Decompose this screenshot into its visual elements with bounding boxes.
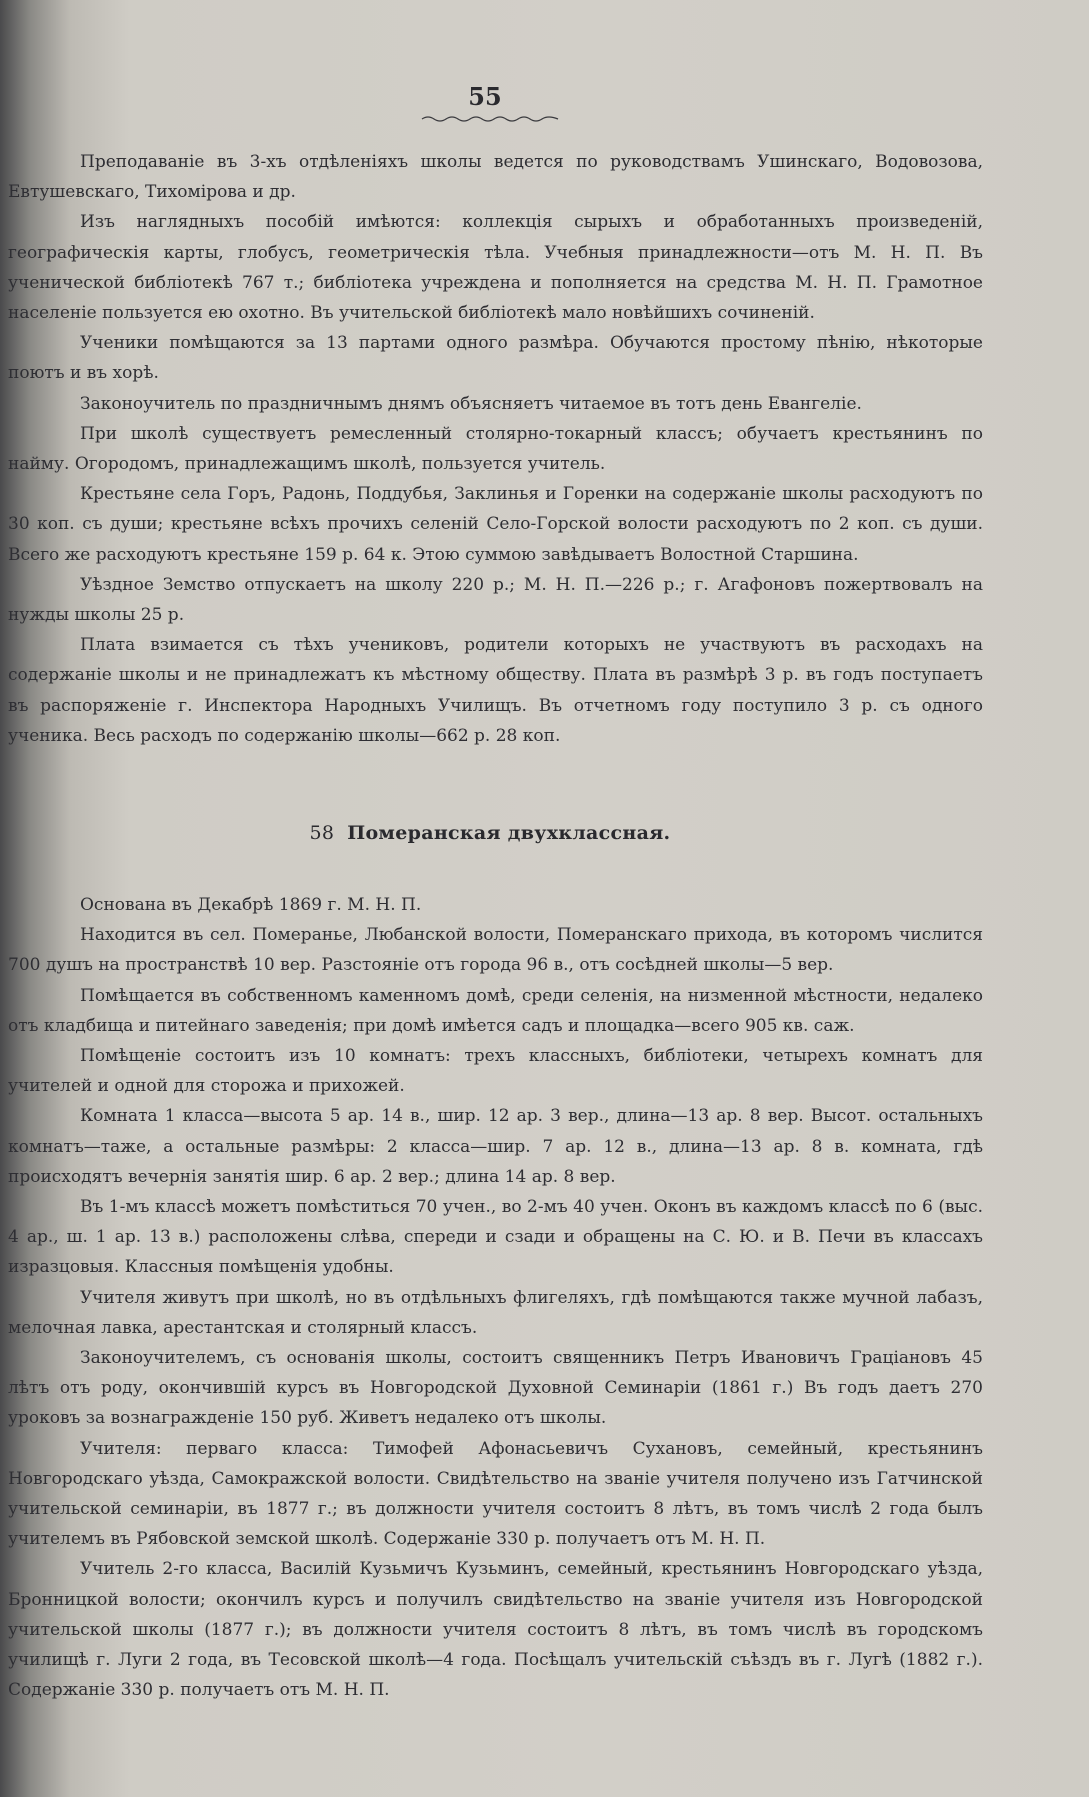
section-pomeranskaya-school [8, 890, 983, 1705]
paragraph: Въ 1-мъ классѣ можетъ помѣститься 70 учен., во 2-мъ 40 учен. Оконъ въ каждомъ классѣ по 6 (выс. 4 ар., ш. 1 ар. 13 в.) расположены слѣва, спереди и сзади и обращены на С. Ю. и В. Печи въ классахъ изразцовыя. Классныя помѣщенія удобны. [8, 1197, 983, 1278]
paragraph: Находится въ сел. Померанье, Любанской волости, Померанскаго прихода, въ которомъ числится 700 душъ на пространствѣ 10 вер. Разстояніе отъ города 96 в., отъ сосѣдней школы—5 вер. [8, 925, 983, 976]
paragraph: Крестьяне села Горъ, Радонь, Поддубья, Заклинья и Горенки на содержаніе школы расходуютъ по 30 коп. съ души; крестьяне всѣхъ прочихъ селеній Село-Горской волости расходуютъ по 2 коп. съ души. Всего же расходуютъ крестьяне 159 р. 64 к. Этою суммою завѣдываетъ Волостной Старшина. [8, 484, 983, 565]
section-heading [0, 822, 980, 844]
paragraph: При школѣ существуетъ ремесленный столярно-токарный классъ; обучаетъ крестьянинъ по найму. Огородомъ, принадлежащимъ школѣ, пользуется учитель. [8, 423, 983, 475]
paragraph: Основана въ Декабрѣ 1869 г. М. Н. П. [80, 895, 422, 915]
paragraph: Комната 1 класса—высота 5 ар. 14 в., шир. 12 ар. 3 вер., длина—13 ар. 8 вер. Высот. остальныхъ комнатъ—таже, а остальные размѣры: 2 класса—шир. 7 ар. 12 в., длина—13 ар. 8 в. комната, гдѣ происходятъ вечернія занятія шир. 6 ар. 2 вер.; длина 14 ар. 8 вер. [8, 1106, 983, 1187]
paragraph: Плата взимается съ тѣхъ учениковъ, родители которыхъ не участвуютъ въ расходахъ на содержаніе школы и не принадлежатъ къ мѣстному обществу. Плата въ размѣрѣ 3 р. въ годъ поступаетъ въ распоряженіе г. Инспектора Народныхъ Училищъ. Въ отчетномъ году поступило 3 р. съ одного ученика. Весь расходъ по содержанію школы—662 р. 28 коп. [8, 635, 983, 746]
paragraph: Законоучитель по праздничнымъ днямъ объясняетъ читаемое въ тотъ день Евангеліе. [80, 393, 862, 414]
paragraph: Изъ наглядныхъ пособій имѣются: коллекція сырыхъ и обработанныхъ произведеній, географическія карты, глобусъ, геометрическія тѣла. Учебныя принадлежности—отъ М. Н. П. Въ ученической библіотекѣ 767 т.; библіотека учреждена и пополняется на средства М. Н. П. Грамотное населеніе пользуется ею охотно. Въ учительской библіотекѣ мало новѣйшихъ сочиненій. [8, 212, 983, 324]
paragraph: Помѣщается въ собственномъ каменномъ домѣ, среди селенія, на низменной мѣстности, недалеко отъ кладбища и питейнаго заведенія; при домѣ имѣется садъ и площадка—всего 905 кв. саж. [8, 985, 983, 1036]
paragraph: Ученики помѣщаются за 13 партами одного размѣра. Обучаются простому пѣнію, нѣкоторые поютъ и въ хорѣ. [8, 333, 983, 384]
paragraph: Учителя: перваго класса: Тимофей Афонасьевичъ Сухановъ, семейный, крестьянинъ Новгородскаго уѣзда, Самокражской волости. Свидѣтельство на званіе учителя получено изъ Гатчинской учительской семинаріи, въ 1877 г.; въ должности учителя состоитъ 8 лѣтъ, въ томъ числѣ 2 года былъ учителемъ въ Рябовской земской школѣ. Содержаніе 330 р. получаетъ отъ М. Н. П. [8, 1438, 983, 1550]
paragraph: Помѣщеніе состоитъ изъ 10 комнатъ: трехъ классныхъ, библіотеки, четырехъ комнатъ для учителей и одной для сторожа и прихожей. [8, 1046, 983, 1097]
section-title: Померанская двухклассная. [347, 822, 671, 844]
paragraph: Уѣздное Земство отпускаетъ на школу 220 р.; М. Н. П.—226 р.; г. Агафоновъ пожертвовалъ на нужды школы 25 р. [8, 574, 983, 626]
section-number: 58 [309, 822, 335, 844]
paragraph: Законоучителемъ, съ основанія школы, состоитъ священникъ Петръ Ивановичъ Граціановъ 45 лѣтъ отъ роду, окончившій курсъ въ Новгородской Духовной Семинаріи (1861 г.) Въ годъ даетъ 270 уроковъ за вознагражденіе 150 руб. Живетъ недалеко отъ школы. [8, 1348, 983, 1429]
page-number: 55 [468, 82, 502, 111]
section-previous-school [8, 147, 983, 751]
paragraph: Учитель 2-го класса, Василій Кузьмичъ Кузьминъ, семейный, крестьянинъ Новгородскаго уѣзда, Бронницкой волости; окончилъ курсъ и получилъ свидѣтельство на званіе учителя изъ Новгородской учительской школы (1877 г.); въ должности учителя состоитъ 8 лѣтъ, въ томъ числѣ въ городскомъ училищѣ г. Луги 2 года, въ Тесовской школѣ—4 года. Посѣщалъ учительскій съѣздъ въ г. Лугѣ (1882 г.). Содержаніе 330 р. получаетъ отъ М. Н. П. [8, 1559, 983, 1701]
paragraph: Преподаваніе въ 3-хъ отдѣленіяхъ школы ведется по руководствамъ Ушинскаго, Водовозова, Евтушевскаго, Тихомірова и др. [8, 152, 983, 203]
paragraph: Учителя живутъ при школѣ, но въ отдѣльныхъ флигеляхъ, гдѣ помѣщаются также мучной лабазъ, мелочная лавка, арестантская и столярный классъ. [8, 1287, 983, 1338]
ornament-divider [420, 114, 560, 124]
